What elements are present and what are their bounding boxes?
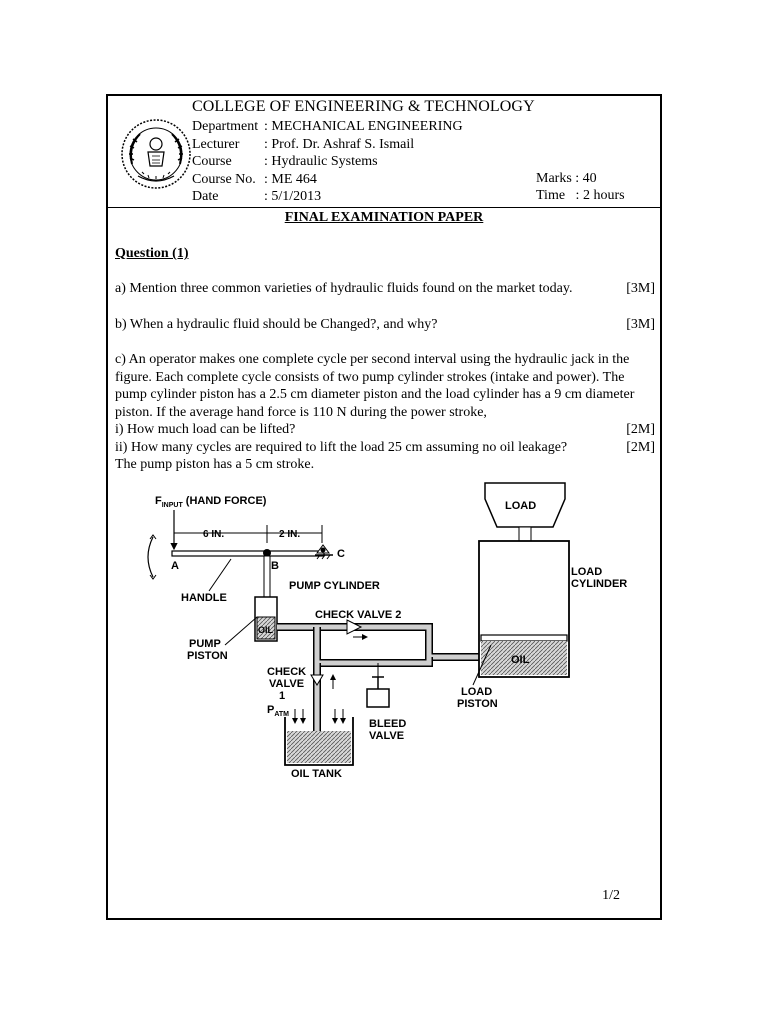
course-no-row	[192, 171, 317, 189]
question-a-text: a) Mention three common varieties of hydraulic fluids found on the market today.	[115, 281, 573, 296]
date-key: Date	[192, 189, 219, 204]
date-value: : 5/1/2013	[264, 189, 322, 204]
p-atm-label: $P_{ATM}$	[267, 704, 289, 718]
lecturer-value: : Prof. Dr. Ashraf S. Ismail	[264, 137, 415, 152]
question-a-marks: [3M]	[626, 281, 655, 296]
load-label: LOAD	[505, 500, 537, 512]
question-a	[115, 280, 655, 298]
question-c-i-marks: [2M]	[626, 422, 655, 437]
handle-label: HANDLE	[181, 592, 227, 604]
pump-cylinder-label: PUMP CYLINDER	[289, 580, 380, 592]
college-name: COLLEGE OF ENGINEERING & TECHNOLOGY	[192, 98, 535, 115]
hydraulic-jack-figure	[139, 477, 628, 780]
oil-large-label: OIL	[511, 654, 530, 666]
check-valve-1-label-b: VALVE	[269, 678, 305, 690]
question-b-text: b) When a hydraulic fluid should be Changed?, and why?	[115, 317, 438, 332]
load-cylinder-label-1: LOAD	[571, 566, 603, 578]
page-number: 1/2	[602, 888, 620, 903]
load-cylinder-label-2: CYLINDER	[571, 578, 628, 590]
oil-tank-label: OIL TANK	[291, 768, 342, 780]
course-key: Course	[192, 154, 232, 169]
pump-piston-label-2: PISTON	[187, 650, 228, 662]
bleed-valve-label-1: BLEED	[369, 718, 407, 730]
course-no-key: Course No.	[192, 172, 256, 187]
date-row	[192, 188, 321, 206]
rotation-arrow	[148, 537, 153, 577]
bleed-valve	[367, 689, 389, 707]
load-piston-label-1: LOAD	[461, 686, 493, 698]
question-b	[115, 316, 655, 334]
check-valve-1-label-c: 1	[279, 690, 286, 702]
exam-title: FINAL EXAMINATION PAPER	[284, 210, 484, 225]
lecturer-key: Lecturer	[192, 137, 240, 152]
oil-small-label: OIL	[258, 625, 273, 635]
question-c	[115, 351, 655, 474]
label-c: C	[337, 548, 345, 560]
label-a: A	[171, 560, 179, 572]
department-key: Department	[192, 119, 259, 134]
bleed-valve-label-2: VALVE	[369, 730, 405, 742]
department-value: : MECHANICAL ENGINEERING	[264, 119, 463, 134]
college-seal-logo	[118, 116, 194, 192]
question-c-ii-text: ii) How many cycles are required to lift the load 25 cm assuming no oil leakage?	[115, 439, 568, 455]
load-piston	[481, 635, 567, 641]
question-b-marks: [3M]	[626, 317, 655, 332]
label-b: B	[271, 560, 279, 572]
f-input-label: $F_{INPUT}$ (HAND FORCE)	[155, 495, 267, 509]
course-row	[192, 153, 378, 171]
pump-piston-label-1: PUMP	[189, 638, 221, 650]
lecturer-row	[192, 136, 414, 154]
check-valve-1-label-a: CHECK	[267, 666, 307, 678]
question-c-note: The pump piston has a 5 cm stroke.	[115, 457, 315, 472]
dim-6-label: 6 IN.	[203, 529, 225, 540]
question-c-i-text: i) How much load can be lifted?	[115, 422, 296, 437]
question-c-text: c) An operator makes one complete cycle per second interval using the hydraulic jack in the figure. Each complete cycle consists of two pump cylinder strokes (intake and power). The pump cylinder piston has a 2.5 cm diameter piston and the load cylinder has a 9 cm diameter piston. If the average hand force is 110 N during the power stroke,	[115, 352, 635, 420]
marks-total: Marks : 40	[536, 171, 597, 186]
question-c-ii	[115, 439, 655, 457]
question-c-i	[115, 421, 655, 439]
check-valve-2-label: CHECK VALVE 2	[315, 609, 402, 621]
load-piston-label-2: PISTON	[457, 698, 498, 710]
course-value: : Hydraulic Systems	[264, 154, 378, 169]
question-c-ii-marks: [2M]	[626, 439, 655, 455]
exam-duration: Time : 2 hours	[536, 188, 625, 203]
dim-2-label: 2 IN.	[279, 529, 301, 540]
question-heading: Question (1)	[115, 246, 189, 261]
department-row	[192, 118, 463, 136]
handle-bar	[172, 551, 324, 556]
exam-header	[108, 96, 660, 208]
course-no-value: : ME 464	[264, 172, 317, 187]
